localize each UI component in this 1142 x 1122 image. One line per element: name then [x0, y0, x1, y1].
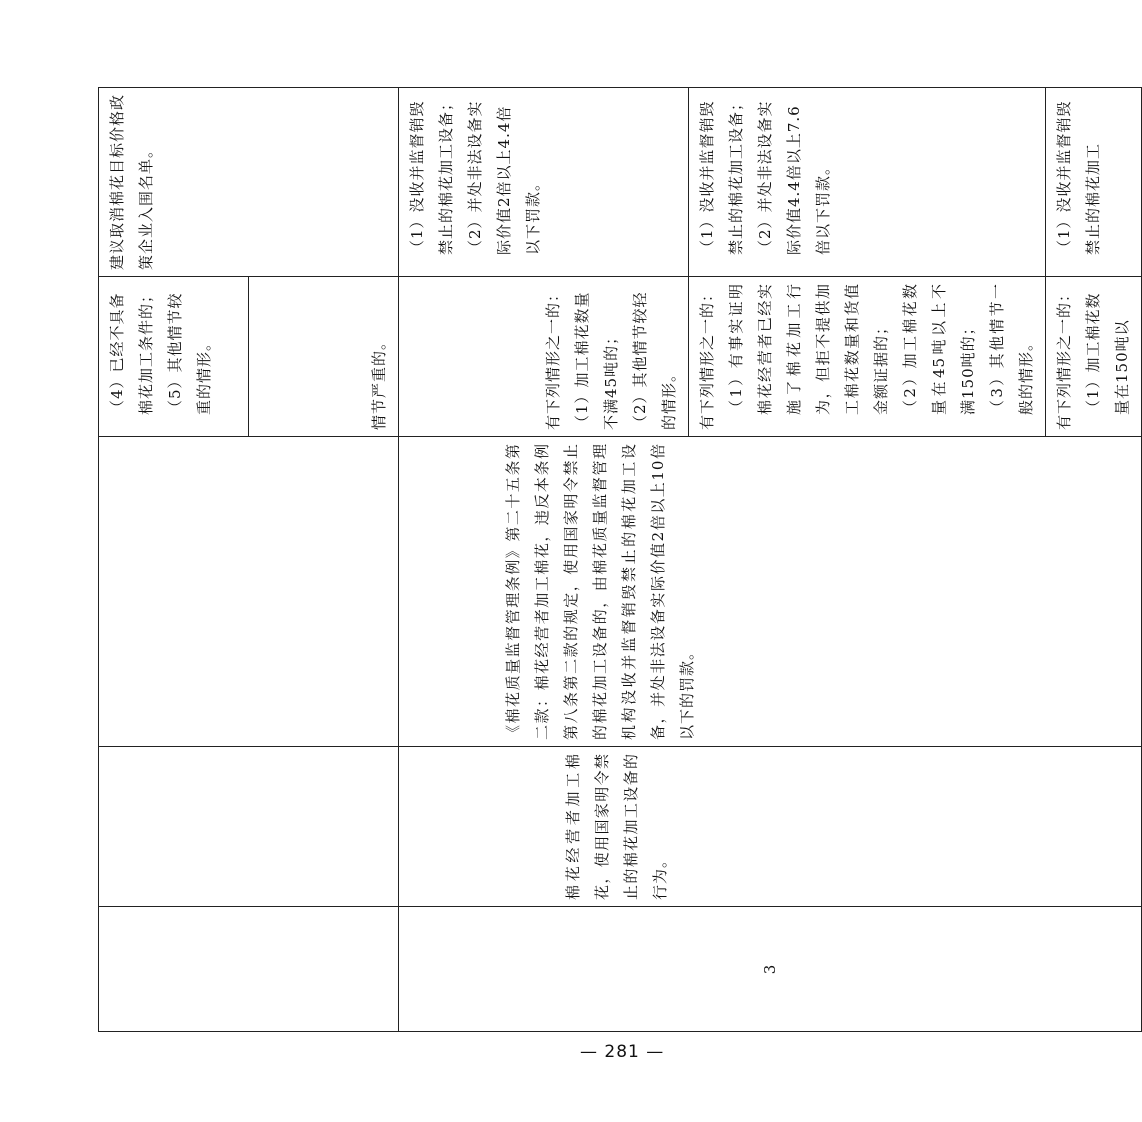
level1-pen-0: （1）没收并监督销毁禁止的棉花加工设备； [408, 94, 455, 255]
prev-circumstance-5: （5）其他情节较重的情形。 [166, 292, 213, 415]
severe-label: 情节严重的。 [370, 333, 388, 430]
cell-severe-label [249, 277, 399, 437]
cell-empty-behavior [99, 747, 399, 907]
rotated-table-container [98, 88, 1131, 1032]
level1-circ-1: （1）加工棉花数量不满45吨的； [573, 291, 620, 430]
level2-circ-1: （1）有事实证明棉花经营者已经实施了棉花加工行为，但拒不提供加工棉花数量和货值金额证据的； [727, 283, 890, 415]
cell-level1-circumstances [399, 277, 689, 437]
level3-pen-0: （1）没收并监督销毁禁止的棉花加工 [1055, 100, 1102, 255]
prev-circumstance-4: （4）已经不具备棉花加工条件的； [108, 286, 155, 415]
cell-empty-basis [99, 437, 399, 747]
level3-circ-1: （1）加工棉花数量在150吨以 [1084, 292, 1131, 415]
table-row-level-1 [399, 88, 689, 1032]
level2-circ-2: （2）加工棉花数量在45吨以上不满150吨的； [901, 283, 977, 415]
cell-prev-circumstances [99, 277, 249, 437]
level2-pen-0: （1）没收并监督销毁禁止的棉花加工设备； [698, 94, 745, 255]
level2-pen-1: （2）并处非法设备实际价值4.4倍以上7.6倍以下罚款。 [756, 100, 832, 255]
page-number: — 281 — [580, 1042, 665, 1062]
level1-circ-2: （2）其他情节较轻的情形。 [631, 291, 678, 430]
behavior-text: 棉花经营者加工棉花，使用国家明令禁止的棉花加工设备的行为。 [564, 753, 669, 900]
cell-level2-circumstances [689, 277, 1046, 437]
level2-circ-3: （3）其他情节一般的情形。 [988, 283, 1035, 415]
cell-level2-penalty [689, 88, 1046, 277]
cell-legal-basis [399, 437, 1142, 747]
level1-circ-0: 有下列情形之一的： [544, 285, 562, 430]
cell-prev-penalty [99, 88, 399, 277]
penalty-table [98, 87, 1142, 1032]
level1-pen-1: （2）并处非法设备实际价值2倍以上4.4倍以下罚款。 [466, 100, 542, 255]
cell-row-number [399, 907, 1142, 1032]
level2-circ-0: 有下列情形之一的： [698, 285, 716, 430]
level3-circ-0: 有下列情形之一的： [1055, 285, 1073, 430]
cell-level3-circumstances [1046, 277, 1142, 437]
cell-empty-number [99, 907, 399, 1032]
cell-level3-penalty [1046, 88, 1142, 277]
table-row-previous [99, 88, 249, 1032]
cell-level1-penalty [399, 88, 689, 277]
legal-basis-text: 《棉花质量监督管理条例》第二十五条第二款：棉花经营者加工棉花，违反本条例第八条第二款的规定，使用国家明令禁止的棉花加工设备的，由棉花质量监督管理机构没收并监督销毁禁止的棉花加工设备，并处非法设备实际价值2倍以上10倍以下的罚款。 [504, 443, 696, 740]
prev-severe-penalty: 建议取消棉花目标价格政策企业入围名单。 [108, 93, 155, 270]
cell-behavior [399, 747, 1142, 907]
row-number: 3 [760, 963, 779, 975]
